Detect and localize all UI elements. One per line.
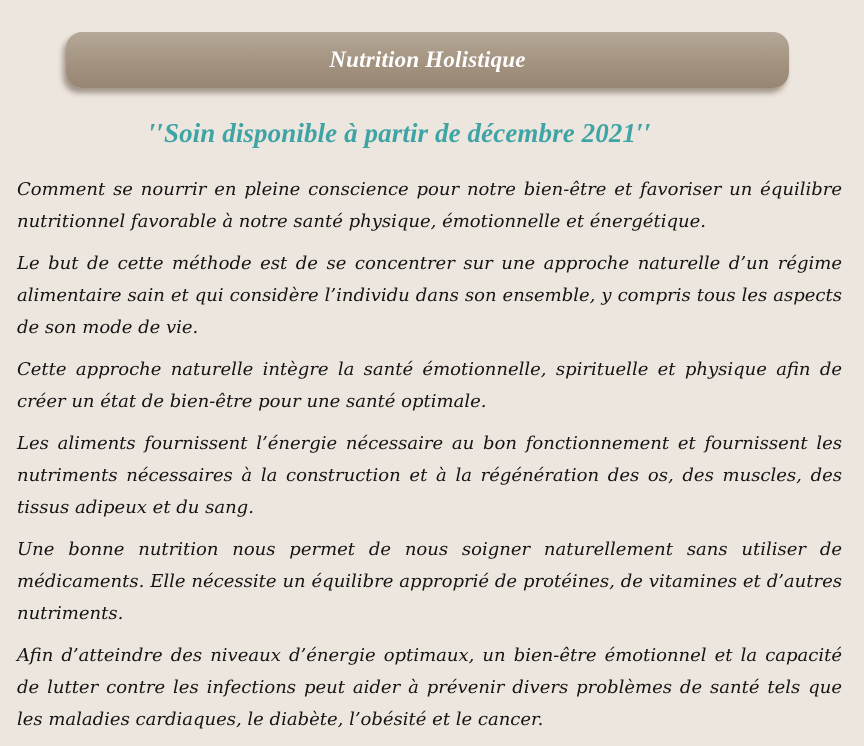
page-title: Nutrition Holistique [329,47,526,72]
title-banner [66,32,789,88]
paragraph: Comment se nourrir en pleine conscience pour notre bien-être et favoriser un équilibre nutritionnel favorable à notre santé physique, émotionnelle et énergétique. [17,179,842,232]
paragraph: Le but de cette méthode est de se concentrer sur une approche naturelle d’un régime alimentaire sain et qui considère l’individu dans son ensemble, y compris tous les aspects de son mode de vie. [17,253,842,338]
paragraph: Cette approche naturelle intègre la santé émotionnelle, spirituelle et physique afin de créer un état de bien-être pour une santé optimale. [17,359,842,412]
availability-subtitle: ′′Soin disponible à partir de décembre 2021′′ [148,118,652,148]
paragraph: Les aliments fournissent l’énergie nécessaire au bon fonctionnement et fournissent les nutriments nécessaires à la construction et à la régénération des os, des muscles, des tissus adipeux et du sang. [17,433,842,518]
paragraph: Afin d’atteindre des niveaux d’énergie optimaux, un bien-être émotionnel et la capacité de lutter contre les infections peut aider à prévenir divers problèmes de santé tels que les maladies cardiaques, le diabète, l’obésité et le cancer. [17,645,842,730]
paragraph: Une bonne nutrition nous permet de nous soigner naturellement sans utiliser de médicaments. Elle nécessite un équilibre approprié de protéines, de vitamines et d’autres nutriments. [17,539,842,624]
article-body [17,174,842,746]
